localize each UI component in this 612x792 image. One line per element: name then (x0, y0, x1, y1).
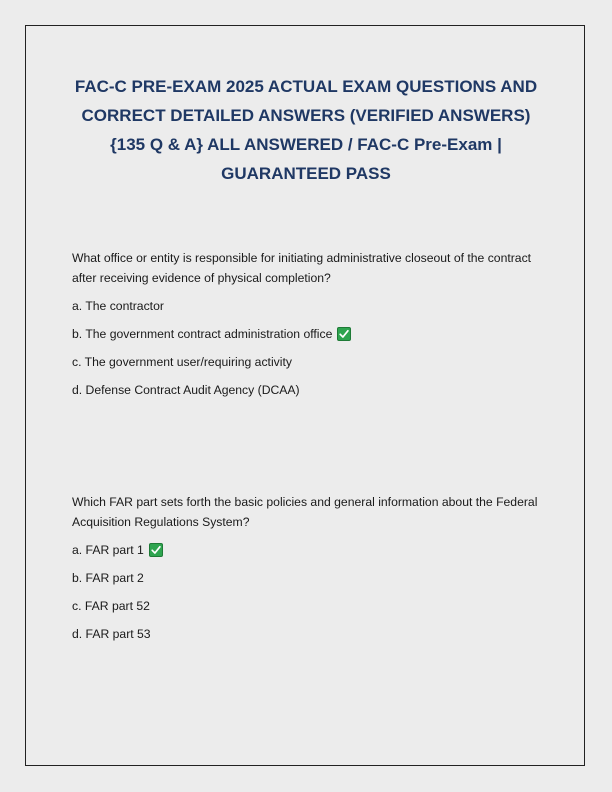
answer-option-a (72, 540, 542, 560)
title-line: FAC-C PRE-EXAM 2025 ACTUAL EXAM QUESTIONS AND (74, 77, 538, 96)
question-block-1 (72, 248, 542, 408)
option-label: b. The government contract administration office (72, 327, 333, 341)
option-label: b. FAR part 2 (72, 571, 144, 585)
question-text: What office or entity is responsible for initiating administrative closeout of the contract after receiving evidence of physical completion? (72, 251, 532, 285)
answer-options (72, 296, 542, 400)
question-text: Which FAR part sets forth the basic policies and general information about the Federal Acquisition Regulations System? (72, 495, 538, 529)
option-label: c. FAR part 52 (72, 599, 150, 613)
title-line: {135 Q & A} ALL ANSWERED / FAC-C Pre-Exam | (110, 135, 502, 154)
answer-option-c (72, 596, 542, 616)
title-line: GUARANTEED PASS (221, 164, 391, 183)
option-label: d. FAR part 53 (72, 627, 151, 641)
option-label: d. Defense Contract Audit Agency (DCAA) (72, 383, 300, 397)
answer-option-a (72, 296, 542, 316)
document-title (60, 72, 552, 188)
title-line: CORRECT DETAILED ANSWERS (VERIFIED ANSWERS) (81, 106, 531, 125)
check-mark-icon (149, 543, 163, 557)
answer-option-c (72, 352, 542, 372)
check-mark-icon (337, 327, 351, 341)
option-label: a. The contractor (72, 299, 164, 313)
option-label: c. The government user/requiring activity (72, 355, 292, 369)
answer-option-b (72, 324, 542, 344)
answer-option-b (72, 568, 542, 588)
answer-option-d (72, 624, 542, 644)
answer-options (72, 540, 542, 644)
answer-option-d (72, 380, 542, 400)
option-label: a. FAR part 1 (72, 543, 144, 557)
question-block-2 (72, 492, 542, 652)
